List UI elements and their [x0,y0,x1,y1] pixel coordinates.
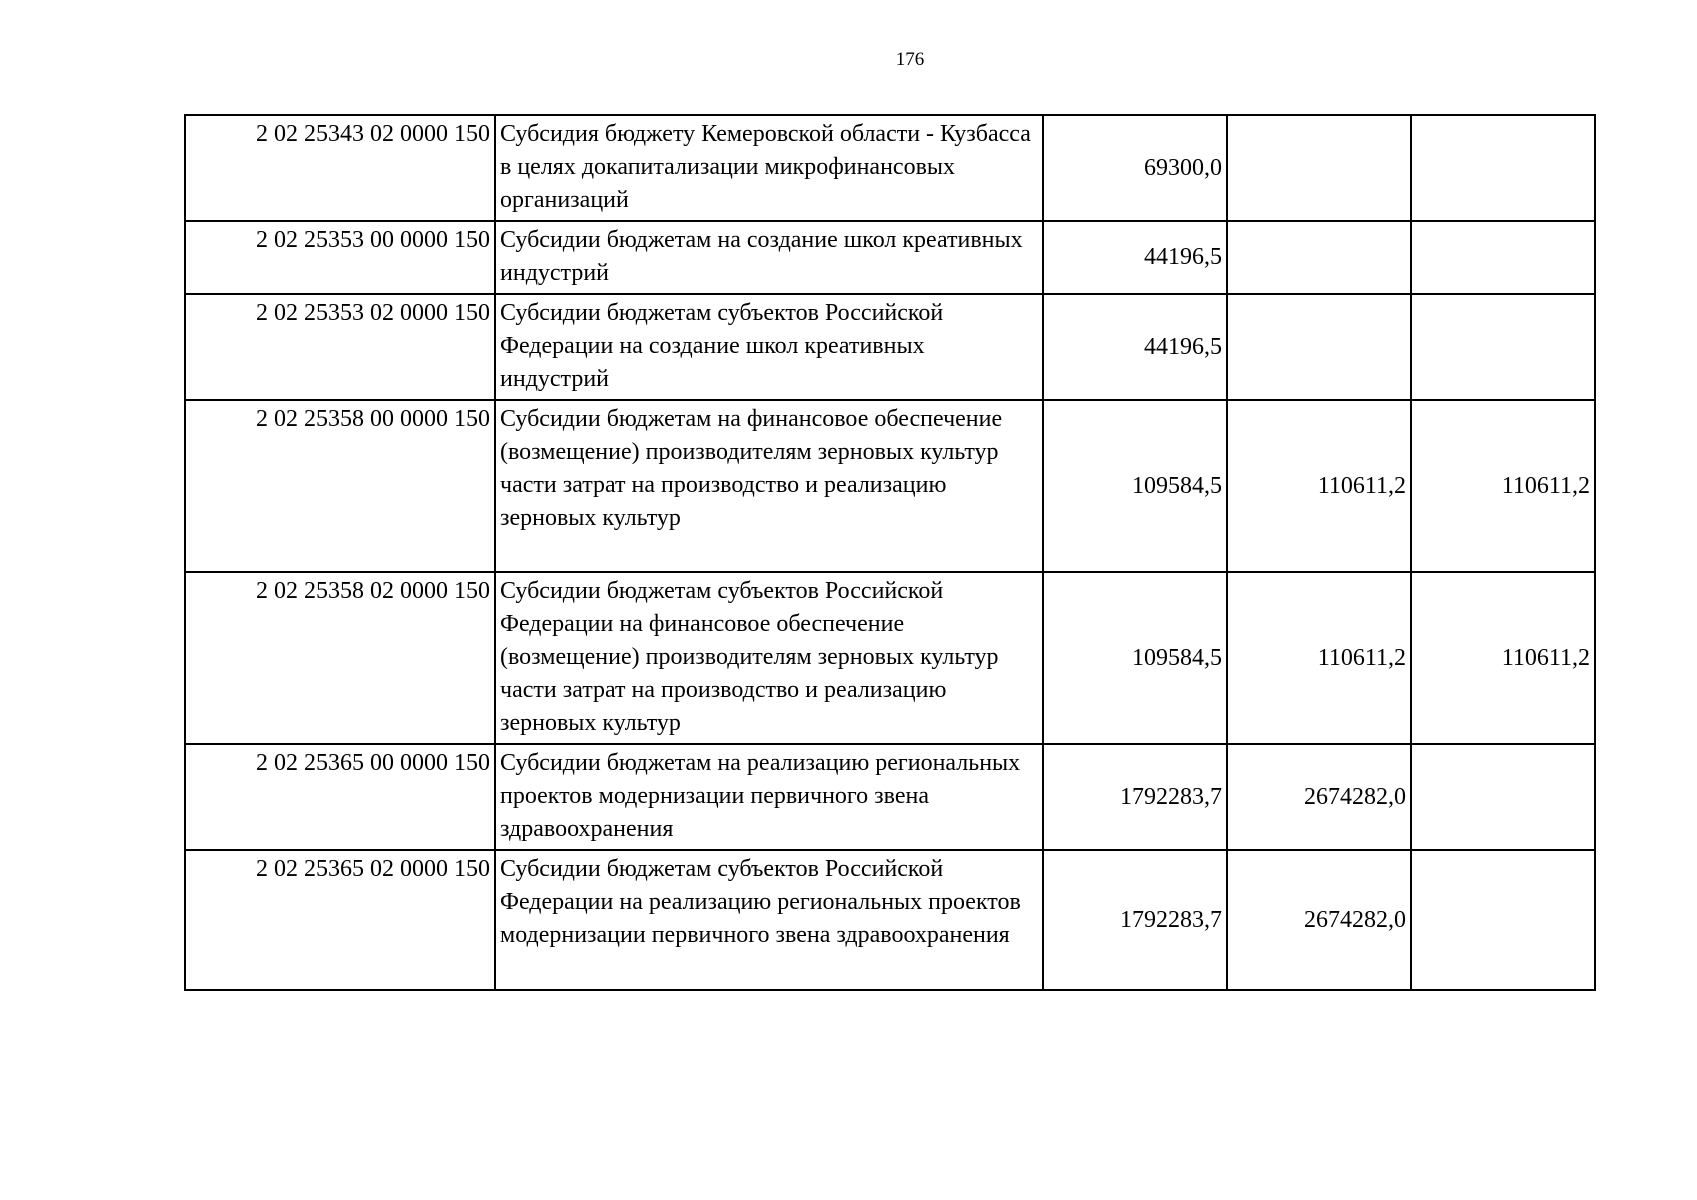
table-row [185,850,1595,990]
income-name-cell: Субсидия бюджету Кемеровской области - Кузбасса в целях докапитализации микрофинансовых организаций [495,115,1043,221]
amount-3-cell [1411,115,1595,221]
amount-2-cell: 110611,2 [1227,572,1411,744]
income-name-cell: Субсидии бюджетам субъектов Российской Федерации на реализацию региональных проектов модернизации первичного звена здравоохранения [495,850,1043,990]
amount-2-cell: 2674282,0 [1227,850,1411,990]
income-code-cell: 2 02 25343 02 0000 150 [185,115,495,221]
amount-1-cell: 44196,5 [1043,294,1227,400]
amount-3-cell [1411,744,1595,850]
table-row [185,115,1595,221]
table-row [185,294,1595,400]
income-code-cell: 2 02 25365 00 0000 150 [185,744,495,850]
amount-1-cell: 1792283,7 [1043,850,1227,990]
amount-2-cell [1227,221,1411,294]
amount-2-cell [1227,115,1411,221]
amount-3-cell [1411,221,1595,294]
income-name-cell: Субсидии бюджетам субъектов Российской Федерации на создание школ креативных индустрий [495,294,1043,400]
income-code-cell: 2 02 25358 00 0000 150 [185,400,495,572]
income-name-cell: Субсидии бюджетам на реализацию региональных проектов модернизации первичного звена здравоохранения [495,744,1043,850]
amount-3-cell [1411,850,1595,990]
income-code-cell: 2 02 25353 02 0000 150 [185,294,495,400]
income-code-cell: 2 02 25358 02 0000 150 [185,572,495,744]
amount-3-cell: 110611,2 [1411,400,1595,572]
amount-2-cell: 2674282,0 [1227,744,1411,850]
income-name-cell: Субсидии бюджетам на создание школ креативных индустрий [495,221,1043,294]
table-row [185,400,1595,572]
table-row [185,221,1595,294]
income-code-cell: 2 02 25353 00 0000 150 [185,221,495,294]
income-name-cell: Субсидии бюджетам субъектов Российской Федерации на финансовое обеспечение (возмещение) производителям зерновых культур части затрат на производство и реализацию зерновых культур [495,572,1043,744]
amount-1-cell: 69300,0 [1043,115,1227,221]
page-number: 176 [895,49,925,70]
table-row [185,572,1595,744]
table-row [185,744,1595,850]
income-code-cell: 2 02 25365 02 0000 150 [185,850,495,990]
amount-1-cell: 109584,5 [1043,400,1227,572]
amount-2-cell: 110611,2 [1227,400,1411,572]
amount-1-cell: 1792283,7 [1043,744,1227,850]
amount-1-cell: 109584,5 [1043,572,1227,744]
amount-2-cell [1227,294,1411,400]
amount-3-cell [1411,294,1595,400]
amount-3-cell: 110611,2 [1411,572,1595,744]
income-name-cell: Субсидии бюджетам на финансовое обеспечение (возмещение) производителям зерновых культур части затрат на производство и реализацию зерновых культур [495,400,1043,572]
amount-1-cell: 44196,5 [1043,221,1227,294]
budget-table [184,114,1596,991]
